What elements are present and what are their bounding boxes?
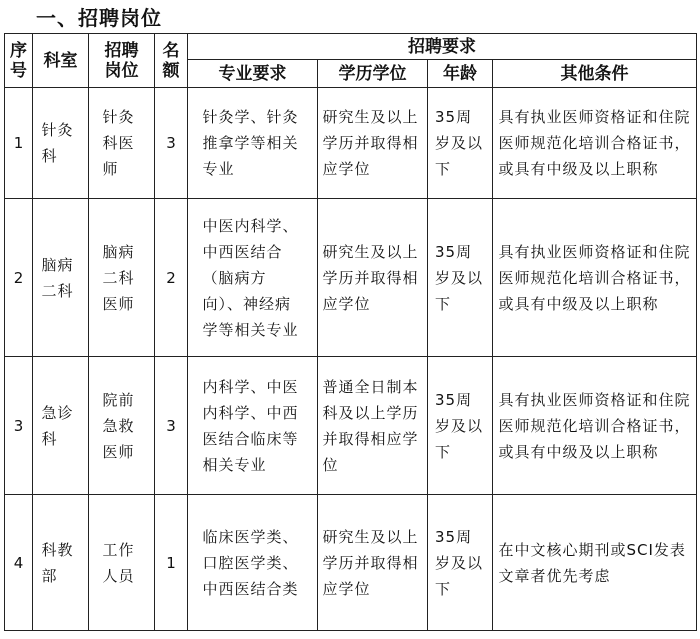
cell-quota: 1 xyxy=(155,495,188,631)
cell-post: 针灸科医师 xyxy=(89,88,155,199)
cell-quota: 2 xyxy=(155,199,188,357)
cell-seq: 2 xyxy=(5,199,33,357)
cell-age: 35周岁及以下 xyxy=(428,199,493,357)
cell-quota: 3 xyxy=(155,88,188,199)
cell-major: 中医内科学、中西医结合（脑病方向）、神经病学等相关专业 xyxy=(188,199,318,357)
table-row xyxy=(5,199,697,357)
section-title: 一、招聘岗位 xyxy=(36,6,162,30)
cell-seq: 4 xyxy=(5,495,33,631)
cell-post: 脑病二科医师 xyxy=(89,199,155,357)
cell-other: 具有执业医师资格证和住院医师规范化培训合格证书，或具有中级及以上职称 xyxy=(493,88,697,199)
header-post: 招聘岗位 xyxy=(89,34,155,88)
cell-major: 临床医学类、口腔医学类、中西医结合类 xyxy=(188,495,318,631)
cell-dept: 针灸科 xyxy=(33,88,89,199)
header-quota: 名额 xyxy=(155,34,188,88)
cell-age: 35周岁及以下 xyxy=(428,357,493,495)
table-row xyxy=(5,495,697,631)
cell-post: 院前急救医师 xyxy=(89,357,155,495)
cell-dept: 科教部 xyxy=(33,495,89,631)
cell-other: 在中文核心期刊或SCI发表文章者优先考虑 xyxy=(493,495,697,631)
cell-education: 普通全日制本科及以上学历并取得相应学位 xyxy=(318,357,428,495)
cell-post: 工作人员 xyxy=(89,495,155,631)
cell-dept: 脑病二科 xyxy=(33,199,89,357)
cell-age: 35周岁及以下 xyxy=(428,88,493,199)
cell-age: 35周岁及以下 xyxy=(428,495,493,631)
table-row xyxy=(5,88,697,199)
cell-major: 针灸学、针灸推拿学等相关专业 xyxy=(188,88,318,199)
header-education: 学历学位 xyxy=(318,60,428,88)
cell-major: 内科学、中医内科学、中西医结合临床等相关专业 xyxy=(188,357,318,495)
table-row xyxy=(5,357,697,495)
header-dept: 科室 xyxy=(33,34,89,88)
cell-education: 研究生及以上学历并取得相应学位 xyxy=(318,199,428,357)
cell-other: 具有执业医师资格证和住院医师规范化培训合格证书，或具有中级及以上职称 xyxy=(493,199,697,357)
cell-seq: 3 xyxy=(5,357,33,495)
header-requirements: 招聘要求 xyxy=(188,34,697,60)
cell-seq: 1 xyxy=(5,88,33,199)
header-other: 其他条件 xyxy=(493,60,697,88)
cell-education: 研究生及以上学历并取得相应学位 xyxy=(318,88,428,199)
cell-other: 具有执业医师资格证和住院医师规范化培训合格证书，或具有中级及以上职称 xyxy=(493,357,697,495)
header-age: 年龄 xyxy=(428,60,493,88)
cell-quota: 3 xyxy=(155,357,188,495)
header-major: 专业要求 xyxy=(188,60,318,88)
recruitment-table xyxy=(4,33,697,631)
cell-education: 研究生及以上学历并取得相应学位 xyxy=(318,495,428,631)
cell-dept: 急诊科 xyxy=(33,357,89,495)
header-seq: 序号 xyxy=(5,34,33,88)
